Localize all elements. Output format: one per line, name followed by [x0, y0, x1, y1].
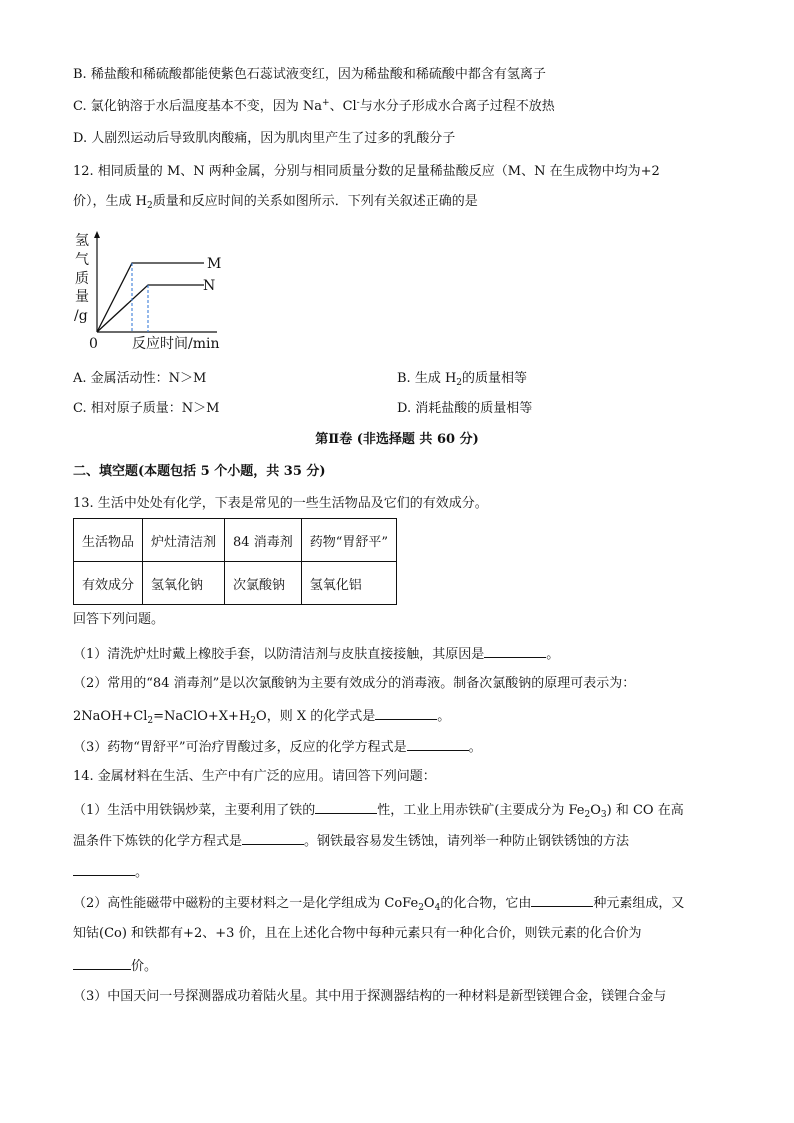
table-cell: 氢氧化钠: [143, 562, 225, 605]
table-cell: 炉灶清洁剂: [143, 519, 225, 562]
table-row: [74, 519, 397, 562]
q13-part1: （1）清洗炉灶时戴上橡胶手套，以防清洁剂与皮肤直接接触，其原因是 。: [73, 644, 559, 664]
y-axis-arrow: [94, 231, 100, 238]
part-title: 二、填空题(本题包括 5 个小题，共 35 分): [73, 464, 326, 479]
table-cell: 氢氧化铝: [301, 562, 396, 605]
answer-blank[interactable]: [242, 831, 304, 845]
section-title: 第Ⅱ卷 (非选择题 共 60 分): [315, 432, 479, 447]
answer-blank[interactable]: [484, 644, 546, 658]
ylabel-char: 质: [75, 271, 89, 287]
label-m: M: [207, 256, 222, 272]
q13-table: [73, 518, 397, 605]
q12-option-d: D. 消耗盐酸的质量相等: [397, 401, 533, 416]
table-cell: 药物“胃舒平”: [301, 519, 396, 562]
q11-option-c: C. 氯化钠溶于水后温度基本不变，因为 Na+、Cl-与水分子形成水合离子过程不放热: [73, 98, 555, 114]
q13-part2: （2）常用的“84 消毒剂”是以次氯酸钠为主要有效成分的消毒液。制备次氯酸钠的原理可表示为：: [73, 676, 636, 691]
answer-blank[interactable]: [407, 737, 469, 751]
table-cell: 有效成分: [74, 562, 143, 605]
curve-m: [97, 263, 204, 332]
q13-part3: （3）药物“胃舒平”可治疗胃酸过多，反应的化学方程式是 。: [73, 737, 482, 757]
table-cell: 次氯酸钠: [225, 562, 302, 605]
q12-graph: [70, 228, 240, 356]
table-row: [74, 562, 397, 605]
q14-part2-line1: （2）高性能磁带中磁粉的主要材料之一是化学组成为 $CoFe_2O_4$的化合物，它由 种元素组成，又: [73, 893, 684, 913]
label-n: N: [203, 278, 216, 294]
q11-option-b: B. 稀盐酸和稀硫酸都能使紫色石蕊试液变红，因为稀盐酸和稀硫酸中都含有氢离子: [73, 67, 546, 82]
q14-part1-line1: （1）生活中用铁锅炒菜，主要利用了铁的 性，工业上用赤铁矿(主要成分为 $Fe_2O_3$) 和 CO 在高: [73, 800, 684, 820]
ylabel-char: 量: [75, 289, 89, 305]
answer-blank[interactable]: [375, 706, 437, 720]
ylabel-char: 气: [75, 252, 89, 268]
q12-option-b: B. 生成 $H_2$的质量相等: [397, 371, 528, 388]
q14-intro: 14. 金属材料在生活、生产中有广泛的应用。请回答下列问题：: [73, 769, 436, 784]
ylabel-char: 氢: [75, 233, 89, 249]
q12-option-a: A. 金属活动性：N＞M: [73, 371, 207, 386]
curve-n: [97, 285, 204, 332]
answer-blank[interactable]: [531, 893, 593, 907]
q14-part1-line2: 温条件下炼铁的化学方程式是 。钢铁最容易发生锈蚀，请列举一种防止钢铁锈蚀的方法: [73, 831, 629, 851]
answer-blank[interactable]: [73, 956, 131, 970]
q14-part3: （3）中国天问一号探测器成功着陆火星。其中用于探测器结构的一种材料是新型镁锂合金，镁锂合金与: [73, 989, 667, 1004]
table-cell: 84 消毒剂: [225, 519, 302, 562]
origin-label: 0: [89, 336, 98, 352]
ylabel-char: /g: [74, 308, 88, 324]
q13-part2-equation: $2NaOH+Cl_2=NaClO+X+H_2O$，则 X 的化学式是 。: [73, 706, 450, 726]
q11-option-d: D. 人剧烈运动后导致肌肉酸痛，因为肌肉里产生了过多的乳酸分子: [73, 131, 456, 146]
q13-intro: 13. 生活中处处有化学，下表是常见的一些生活物品及它们的有效成分。: [73, 496, 488, 511]
q13-answer-prompt: 回答下列问题。: [73, 612, 165, 627]
q12-stem-line2: 价），生成 $H_2$质量和反应时间的关系如图所示．下列有关叙述正确的是: [73, 194, 478, 211]
q14-part1-line3: 。: [73, 862, 148, 882]
table-cell: 生活物品: [74, 519, 143, 562]
q14-part2-line3: 价。: [73, 956, 157, 976]
answer-blank[interactable]: [73, 862, 135, 876]
q12-stem-line1: 12. 相同质量的 M、N 两种金属，分别与相同质量分数的足量稀盐酸反应（M、N 在生成物中均为+2: [73, 164, 660, 179]
graph-ylabel: [74, 233, 89, 324]
q14-part2-line2: 知钴(Co) 和铁都有+2、+3 价，且在上述化合物中每种元素只有一种化合价，则铁元素的化合价为: [73, 926, 642, 941]
q12-option-c: C. 相对原子质量：N＞M: [73, 401, 220, 416]
answer-blank[interactable]: [315, 800, 377, 814]
x-axis-label: 反应时间/min: [132, 336, 220, 352]
